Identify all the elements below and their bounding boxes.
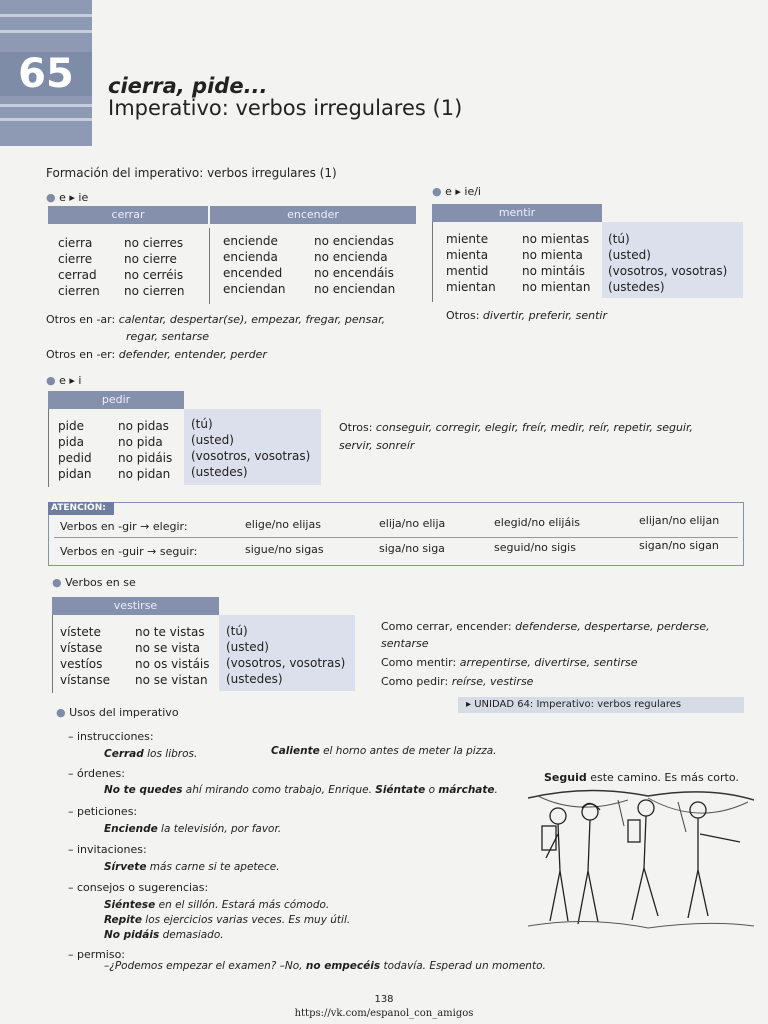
mentir-neg: no mientas no mienta no mintáis no mientan: [522, 232, 591, 294]
header-encender: encender: [210, 206, 416, 224]
verbos-se-label: ● Verbos en se: [52, 576, 136, 589]
uso-example: No te quedes ahí mirando como trabajo, Enrique. Siéntate o márchate.: [104, 784, 498, 796]
unit-number: 65: [0, 52, 92, 96]
uso-label: – invitaciones:: [68, 843, 147, 856]
divider: [432, 222, 433, 302]
bullet-icon: ●: [52, 576, 62, 589]
attention-form: elija/no elija: [379, 517, 446, 530]
mentir-affirm: miente mienta mentid mientan: [446, 232, 496, 294]
attention-form: elige/no elijas: [245, 518, 321, 531]
vestirse-neg: no te vistas no se vista no os vistáis no se vistan: [135, 625, 210, 687]
divider: [54, 537, 738, 538]
usos-heading: ● Usos del imperativo: [56, 706, 179, 719]
bullet-icon: ●: [432, 185, 442, 198]
uso-label: – instrucciones:: [68, 730, 154, 743]
group-label-ei: ● e ▸ i: [46, 374, 82, 387]
divider: [52, 615, 53, 693]
otros-ar: Otros en -ar: calentar, despertar(se), empezar, fregar, pensar,: [46, 313, 386, 326]
attention-form: elijan/no elijan: [639, 514, 720, 527]
pedir-affirm: pide pida pedid pidan: [58, 419, 92, 481]
hikers-illustration: [528, 786, 754, 936]
uso-example: Repite los ejercicios varias veces. Es muy útil.: [104, 914, 351, 926]
uso-example: Sírvete más carne si te apetece.: [104, 861, 280, 873]
cerrar-affirm: cierra cierre cerrad cierren: [58, 236, 100, 298]
mentir-persons: (tú) (usted) (vosotros, vosotras) (ustedes): [608, 232, 728, 294]
uso-example: Cerrad los libros.: [104, 748, 198, 760]
footer-url[interactable]: https://vk.com/espanol_con_amigos: [294, 1008, 474, 1019]
uso-label: – consejos o sugerencias:: [68, 881, 209, 894]
bullet-icon: ●: [46, 374, 56, 387]
attention-form: elegid/no elijáis: [494, 516, 580, 529]
header-cerrar: cerrar: [48, 206, 208, 224]
uso-example: Siéntese en el sillón. Estará más cómodo.: [104, 899, 330, 911]
otros-pedir-cont: servir, sonreír: [339, 439, 415, 452]
como-cerrar-cont: sentarse: [381, 637, 429, 650]
vestirse-affirm: vístete vístase vestíos vístanse: [60, 625, 110, 687]
como-mentir: Como mentir: arrepentirse, divertirse, sentirse: [381, 656, 638, 669]
arrow-right-icon: ▸: [466, 699, 472, 710]
header-vestirse: vestirse: [52, 597, 219, 615]
vestirse-persons: (tú) (usted) (vosotros, vosotras) (ustedes): [226, 624, 346, 686]
encender-affirm: enciende encienda encended enciendan: [223, 234, 286, 296]
header-mentir: mentir: [432, 204, 602, 222]
otros-pedir: Otros: conseguir, corregir, elegir, freír, medir, reír, repetir, seguir,: [339, 421, 693, 434]
uso-example: Enciende la televisión, por favor.: [104, 823, 282, 835]
pedir-persons: (tú) (usted) (vosotros, vosotras) (ustedes): [191, 417, 311, 479]
uso-label: – órdenes:: [68, 767, 125, 780]
cerrar-neg: no cierres no cierre no cerréis no cierren: [124, 236, 185, 298]
header-pedir: pedir: [48, 391, 184, 409]
otros-ar-cont: regar, sentarse: [126, 330, 210, 343]
group-label-eiei: ● e ▸ ie/i: [432, 185, 481, 198]
unit-badge: [0, 0, 92, 146]
uso-example: No pidáis demasiado.: [104, 929, 224, 941]
bullet-icon: ●: [46, 191, 56, 204]
attention-row1-label: Verbos en -gir → elegir:: [60, 520, 188, 533]
uso-label: – permiso:: [68, 948, 126, 961]
reference-link[interactable]: ▸ UNIDAD 64: Imperativo: verbos regulares: [458, 697, 744, 713]
divider: [209, 228, 210, 304]
divider: [48, 409, 49, 487]
unit-title: Imperativo: verbos irregulares (1): [108, 96, 463, 120]
uso-example: Caliente el horno antes de meter la pizza.: [271, 745, 497, 757]
attention-form: siga/no siga: [379, 542, 445, 555]
group-label-eie: ● e ▸ ie: [46, 191, 89, 204]
como-pedir: Como pedir: reírse, vestirse: [381, 675, 534, 688]
attention-row2-label: Verbos en -guir → seguir:: [60, 545, 198, 558]
uso-example: –¿Podemos empezar el examen? –No, no empecéis todavía. Esperad un momento.: [104, 960, 546, 972]
uso-label: – peticiones:: [68, 805, 138, 818]
attention-tag: ATENCIÓN:: [48, 502, 114, 515]
bullet-icon: ●: [56, 706, 66, 719]
otros-mentir: Otros: divertir, preferir, sentir: [446, 309, 607, 322]
illustration-caption: Seguid este camino. Es más corto.: [544, 771, 739, 784]
otros-er: Otros en -er: defender, entender, perder: [46, 348, 267, 361]
encender-neg: no enciendas no encienda no encendáis no enciendan: [314, 234, 396, 296]
attention-form: sigue/no sigas: [245, 543, 324, 556]
attention-form: sigan/no sigan: [639, 539, 719, 552]
pedir-neg: no pidas no pida no pidáis no pidan: [118, 419, 173, 481]
attention-form: seguid/no sigis: [494, 541, 576, 554]
section-heading: Formación del imperativo: verbos irregulares (1): [46, 166, 337, 180]
unit-title-forms: cierra, pide...: [108, 74, 268, 98]
page-number: 138: [374, 994, 394, 1005]
como-cerrar: Como cerrar, encender: defenderse, despertarse, perderse,: [381, 620, 710, 633]
